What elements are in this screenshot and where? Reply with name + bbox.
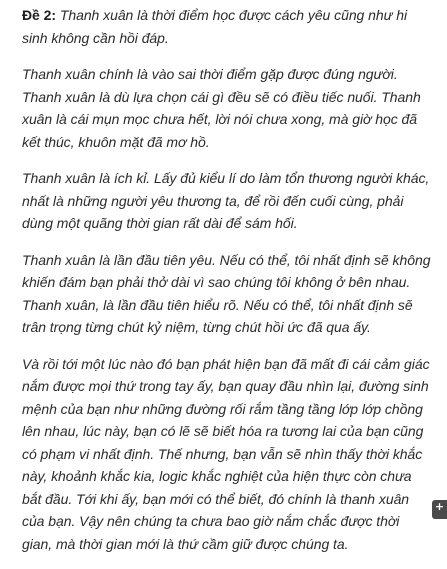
article-body [22,4,432,569]
paragraph-1 [22,4,432,49]
plus-icon: + [434,500,445,513]
paragraph-5: Và rồi tới một lúc nào đó bạn phát hiện bạn đã mất đi cái cảm giác nắm được mọi thứ trong tay ấy, bạn quay đầu nhìn lại, đường sinh mệnh của bạn như những đường rối rắm tầng tầng lớp lớp chồng lên nhau, lúc này, bạn có lẽ sẽ biết hóa ra tương lai của bạn cũng có phạm vi nhất định. Thế nhưng, bạn vẫn sẽ nhìn thấy thời khắc này, khoảnh khắc kia, logic khắc nghiệt của hiện thực còn chưa bắt đầu. Tới khi ấy, bạn mới có thể biết, đó chính là thanh xuân của bạn. Vậy nên chúng ta chưa bao giờ nắm chắc được thời gian, mà thời gian mới là thứ cầm giữ được chúng ta. [22,355,430,552]
floating-add-button[interactable] [432,500,447,519]
paragraph-3: Thanh xuân là ích kỉ. Lấy đủ kiểu lí do làm tổn thương người khác, nhất là những người yêu thương ta, để rồi đến cuối cùng, phải dùng một quãng thời gian rất dài để sám hối. [22,170,430,231]
paragraph-text: Thanh xuân là thời điểm học được cách yêu cũng như hi sinh không cần hồi đáp. [22,7,408,46]
paragraph-4: Thanh xuân là lần đầu tiên yêu. Nếu có thể, tôi nhất định sẽ không khiến đám bạn phải thở dài vì sao chúng tôi không ở bên nhau. Thanh xuân, là lần đầu tiên hiểu rõ. Nếu có thể, tôi nhất định sẽ trân trọng từng chút kỷ niệm, từng chút hồi ức đã qua ấy. [22,251,431,335]
exercise-label: Đề 2: [22,7,56,23]
paragraph-2: Thanh xuân chính là vào sai thời điểm gặp được đúng người. Thanh xuân là dù lựa chọn cái gì đều sẽ có điều tiếc nuối. Thanh xuân là cái mụn mọc chưa hết, lời nói chưa xong, mà giờ học đã kết thúc, khuôn mặt đã mơ hồ. [22,66,421,150]
